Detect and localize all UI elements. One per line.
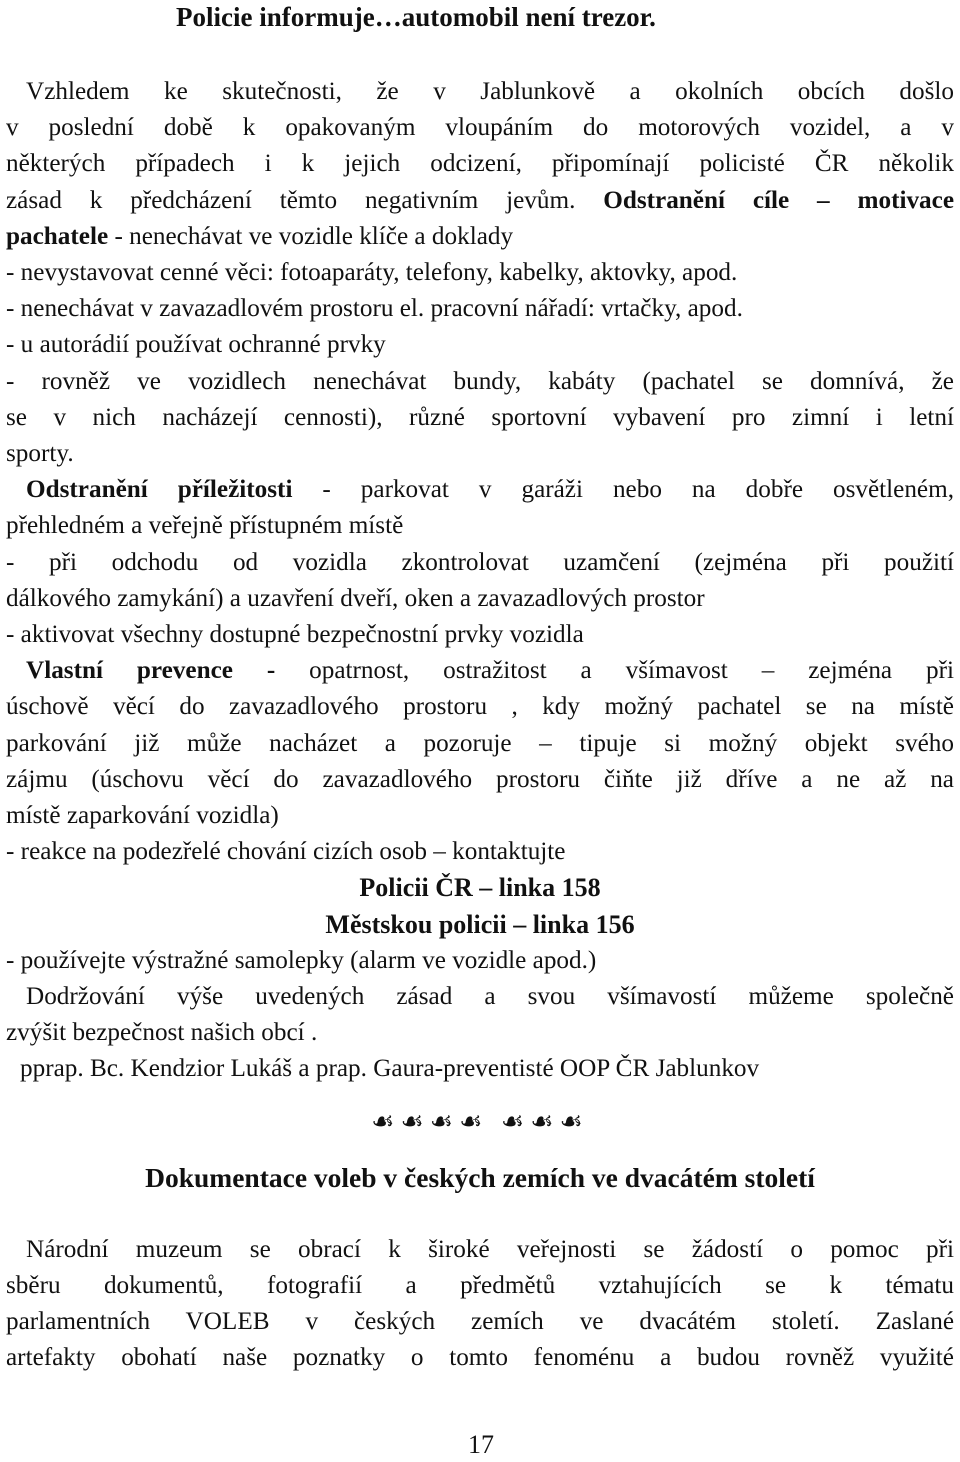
paragraph-line	[6, 653, 954, 689]
list-item: - používejte výstražné samolepky (alarm ve vozidle apod.)	[6, 946, 597, 974]
paragraph-line: sběru dokumentů, fotografií a předmětů vztahujících se k tématu	[6, 1271, 954, 1299]
paragraph-line: artefakty obohatí naše poznatky o tomto fenoménu a budou rovněž využité	[6, 1344, 954, 1372]
contact-police: Policii ČR – linka 158	[359, 873, 601, 903]
paragraph-line: zvýšit bezpečnost našich obcí .	[6, 1019, 318, 1047]
paragraph-line: parlamentních VOLEB v českých zemích ve dvacátém století. Zaslané	[6, 1308, 954, 1336]
list-item-cont: sporty.	[6, 440, 74, 468]
text-run: opatrnost, ostražitost a všímavost – zejména při	[275, 657, 955, 685]
text-run: zásad k předcházení těmto negativním jevům.	[6, 186, 604, 214]
paragraph-line: úschově věcí do zavazadlového prostoru , kdy možný pachatel se na místě	[6, 693, 954, 721]
paragraph-line: Vzhledem ke skutečnosti, že v Jablunkově a okolních obcích došlo	[26, 78, 954, 105]
paragraph-line: přehledném a veřejně přístupném místě	[6, 512, 404, 540]
article-body	[6, 74, 954, 1377]
list-item: - aktivovat všechny dostupné bezpečnostní prvky vozidla	[6, 621, 584, 649]
paragraph-line: zájmu (úschovu věcí do zavazadlového prostoru čiňte již dříve a ne až na	[6, 765, 954, 793]
paragraph-line: Dodržování výše uvedených zásad a svou všímavostí můžeme společně	[26, 983, 954, 1011]
paragraph-line	[6, 472, 954, 508]
list-item: - u autorádií používat ochranné prvky	[6, 331, 386, 359]
text-run: - nenechávat ve vozidle klíče a doklady	[108, 222, 514, 250]
heading-motive: Odstranění cíle – motivace	[603, 186, 954, 214]
page-number: 17	[468, 1430, 494, 1459]
list-item: - reakce na podezřelé chování cizích osob – kontaktujte	[6, 838, 566, 866]
paragraph-line: v poslední době k opakovaným vloupáním do motorových vozidel, a v	[6, 114, 954, 142]
contact-city-police: Městskou policii – linka 156	[325, 909, 635, 939]
list-item: - nenechávat v zavazadlovém prostoru el. pracovní nářadí: vrtačky, apod.	[6, 295, 743, 323]
ornament-divider: ☙☙☙☙ ☙☙☙	[371, 1106, 589, 1136]
list-item-cont: dálkového zamykání) a uzavření dveří, oken a zavazadlových prostor	[6, 584, 705, 612]
heading-opportunity: Odstranění příležitosti	[26, 476, 293, 504]
article-title: Policie informuje…automobil není trezor.	[176, 2, 656, 32]
heading-motive-cont: pachatele	[6, 222, 109, 250]
text-run: - parkovat v garáži nebo na dobře osvětleném,	[292, 476, 954, 504]
paragraph-line	[6, 183, 954, 219]
list-item: - nevystavovat cenné věci: fotoaparáty, telefony, kabelky, aktovky, apod.	[6, 259, 738, 287]
paragraph-line: parkování již může nacházet a pozoruje – tipuje si možný objekt svého	[6, 729, 954, 757]
list-item: - rovněž ve vozidlech nenechávat bundy, kabáty (pachatel se domnívá, že	[6, 367, 954, 395]
heading-prevention: Vlastní prevence -	[26, 657, 276, 685]
paragraph-line: některých případech i k jejich odcizení, připomínají policisté ČR několik	[6, 150, 954, 178]
paragraph-line	[6, 219, 954, 255]
paragraph-line: místě zaparkování vozidla)	[6, 802, 279, 830]
signature: pprap. Bc. Kendzior Lukáš a prap. Gaura-preventisté OOP ČR Jablunkov	[20, 1055, 760, 1083]
list-item: - při odchodu od vozidla zkontrolovat uzamčení (zejména při použití	[6, 548, 954, 576]
article2-title: Dokumentace voleb v českých zemích ve dvacátém století	[145, 1161, 815, 1193]
paragraph-line: Národní muzeum se obrací k široké veřejnosti se žádostí o pomoc při	[26, 1235, 954, 1263]
list-item-cont: se v nich nacházejí cennosti), různé sportovní vybavení pro zimní i letní	[6, 403, 954, 431]
